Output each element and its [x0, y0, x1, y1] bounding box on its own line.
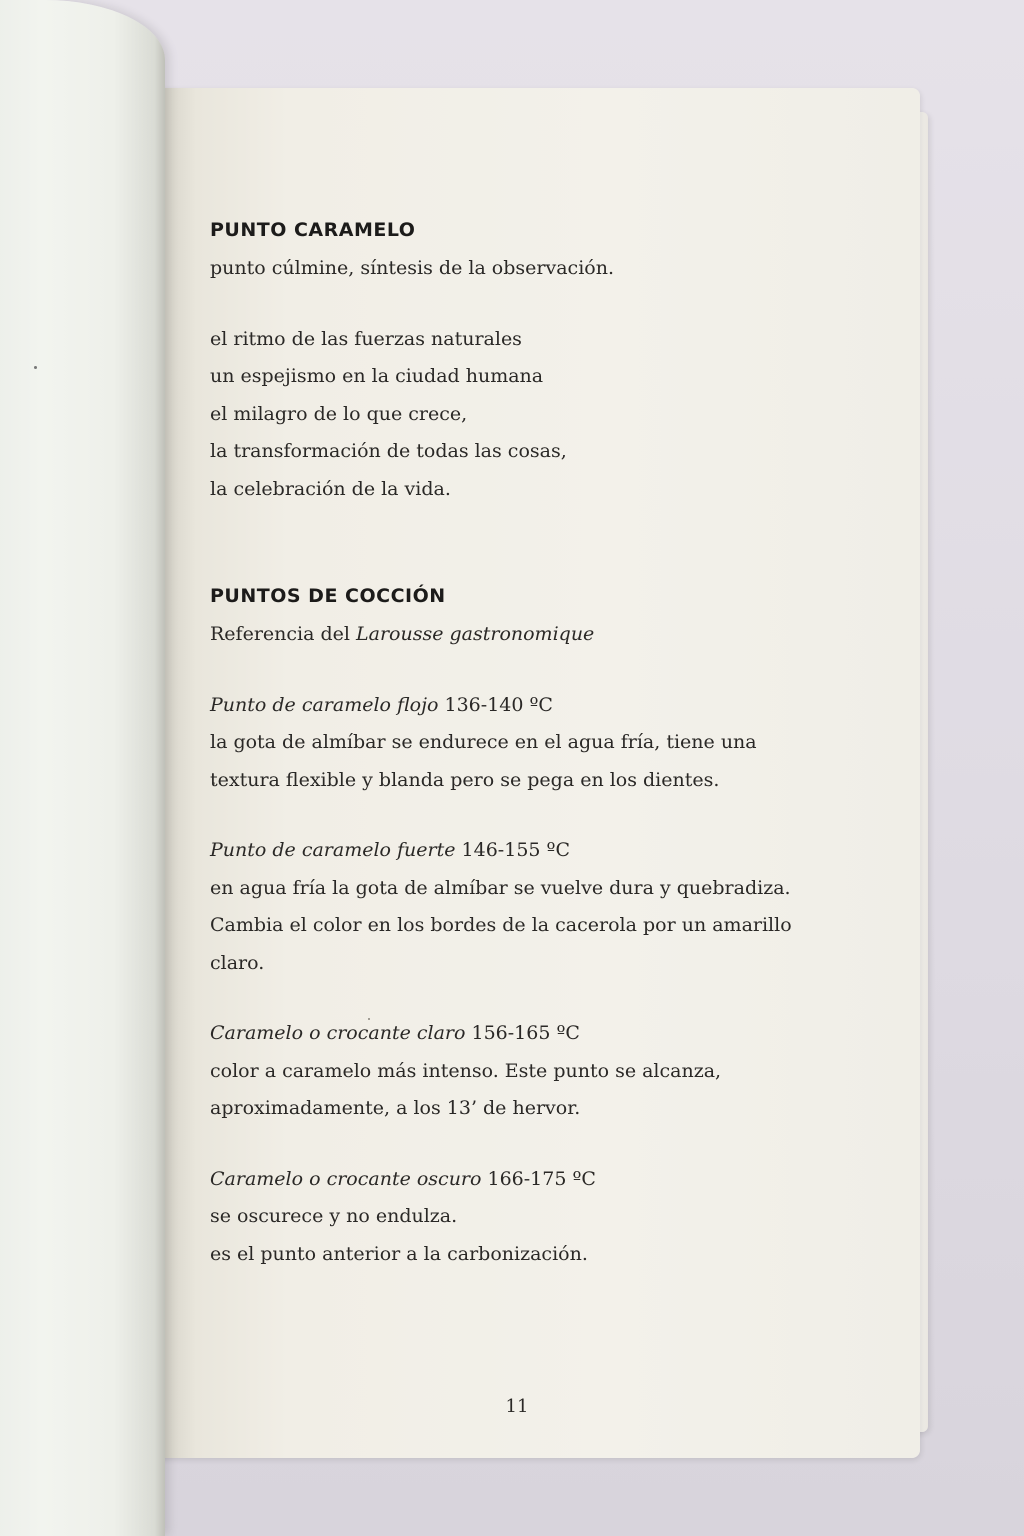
- verse-line: un espejismo en la ciudad humana: [210, 365, 544, 387]
- entry-line: se oscurece y no endulza.: [210, 1205, 458, 1227]
- section-heading-puntos-de-coccion: PUNTOS DE COCCIÓN: [210, 585, 446, 607]
- verse-line: el milagro de lo que crece,: [210, 402, 468, 425]
- section-heading-punto-caramelo: PUNTO CARAMELO: [210, 219, 416, 241]
- entry-line: es el punto anterior a la carbonización.: [210, 1242, 588, 1265]
- entry-temp: 156-165 ºC: [465, 1022, 580, 1044]
- entry-line: la gota de almíbar se endurece en el agua fría, tiene una: [210, 731, 757, 753]
- entry-line: aproximadamente, a los 13’ de hervor.: [210, 1097, 581, 1119]
- entry-title: [210, 832, 870, 870]
- entry-name: Caramelo o crocante claro: [210, 1022, 466, 1044]
- entry-name: Punto de caramelo fuerte: [210, 839, 456, 861]
- entry-temp: 136-140 ºC: [438, 693, 553, 716]
- entry-name: Punto de caramelo flojo: [210, 693, 439, 716]
- left-page: [0, 0, 165, 1536]
- verse-line: el ritmo de las fuerzas naturales: [210, 327, 522, 350]
- entry-name: Caramelo o crocante oscuro: [210, 1167, 482, 1190]
- entry-title: [210, 687, 870, 725]
- entry-temp: 146-155 ºC: [455, 839, 571, 861]
- page-text: [210, 210, 870, 1273]
- section-subtitle: punto cúlmine, síntesis de la observación.: [210, 257, 614, 279]
- entry-line: Cambia el color en los bordes de la cacerola por un amarillo: [210, 914, 792, 936]
- reference-title: Larousse gastronomique: [356, 623, 595, 645]
- reference-prefix: Referencia del: [210, 623, 356, 645]
- verse-line: la celebración de la vida.: [210, 477, 451, 500]
- entry-line: textura flexible y blanda pero se pega en los dientes.: [210, 768, 720, 791]
- page-speck: [34, 366, 37, 369]
- entry-title: [210, 1015, 870, 1053]
- entry-line: color a caramelo más intenso. Este punto se alcanza,: [210, 1059, 722, 1082]
- reference-line: [210, 616, 870, 654]
- entry-line: en agua fría la gota de almíbar se vuelve dura y quebradiza.: [210, 876, 791, 899]
- entry-line: claro.: [210, 951, 265, 974]
- entry-temp: 166-175 ºC: [481, 1167, 596, 1190]
- page-number: 11: [505, 1396, 529, 1417]
- entry-title: [210, 1161, 870, 1199]
- verse-line: la transformación de todas las cosas,: [210, 440, 567, 462]
